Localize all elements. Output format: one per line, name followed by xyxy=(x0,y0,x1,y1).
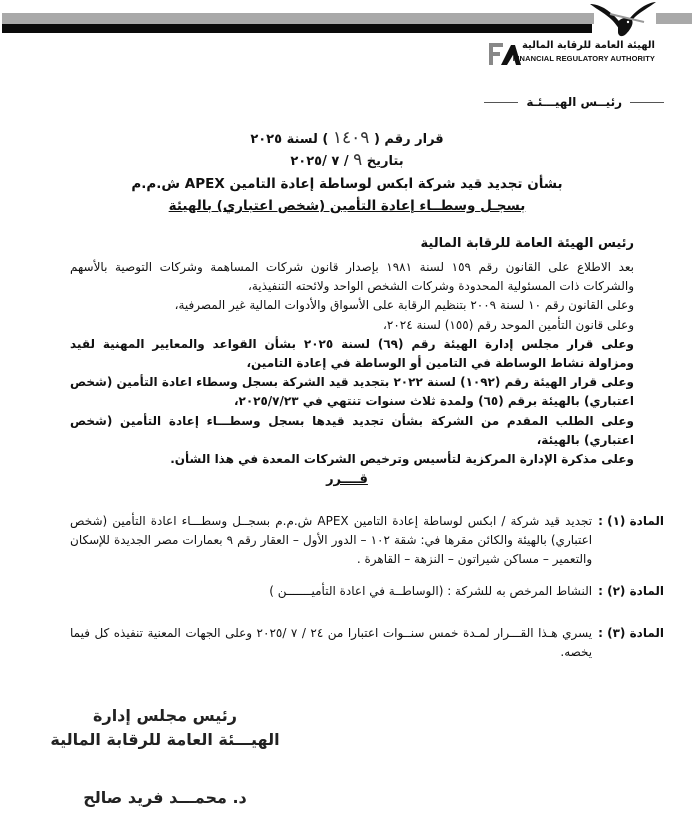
preamble-paragraph: وعلى قانون التأمين الموحد رقم (١٥٥) لسنة ٢٠٢٤، xyxy=(383,317,634,332)
divider xyxy=(630,102,664,103)
decree-heading: قــــرر xyxy=(326,472,368,487)
decision-number-label: قرار رقم ( xyxy=(369,132,444,147)
preamble-paragraph: وعلى قرار الهيئة رقم (١٠٩٢) لسنة ٢٠٢٢ بتجديد قيد الشركة بسجل وسطاء اعادة التأمين (شخص اعتباري) بالهيئة برقم (٦٥) ولمدة ثلاث سنوات تنتهي في ٢٠٢٥/٧/٢٣، xyxy=(70,375,635,409)
letterhead-gray-bar xyxy=(2,13,594,24)
article-text: تجديد قيد شركة / ابكس لوساطة إعادة التامين APEX ش.م.م بسجــل وسطـــاء اعادة التأمين (شخص اعتباري) بالهيئة والكائن مقرها في: شقة ١٠٢ – الدور الأول – العقار رقم ٩ بعمارات مصر الجديدة للإسكان والتعمير – مساكن شيراتون – النزهة – القاهرة . xyxy=(70,514,593,566)
signatory-title-line1: رئيس مجلس إدارة xyxy=(93,706,237,725)
preamble-paragraph: وعلى القانون رقم ١٠ لسنة ٢٠٠٩ بتنظيم الرقابة على الأسواق والأدوات المالية غير المصرفية، xyxy=(174,298,634,313)
preamble-paragraph: وعلى الطلب المقدم من الشركة بشأن تجديد قيدها بسجل وسطـــاء إعادة التأمين (شخص اعتباري) بالهيئة، xyxy=(70,413,634,447)
decision-subject-line2: بسجـل وسطــاء إعادة التأمين (شخص اعتباري) بالهيئة xyxy=(168,198,526,214)
preamble xyxy=(70,258,634,469)
article-text: يسري هـذا القـــرار لمـدة خمس سنــوات اعتبارا من ٢٤ / ٧ /٢٠٢٥ وعلى الجهات المعنية تنفيذه كل فيما يخصه. xyxy=(70,626,593,659)
article-2 xyxy=(70,582,664,601)
authority-name-en: FINANCIAL REGULATORY AUTHORITY xyxy=(512,54,655,63)
decision-number-handwritten: ١٤٠٩ xyxy=(332,128,370,148)
decision-month-year: / ٧ /٢٠٢٥ xyxy=(290,154,354,169)
decision-number xyxy=(0,128,694,148)
decision-date-label: بتاريخ xyxy=(362,154,404,169)
decision-year: ) لسنة ٢٠٢٥ xyxy=(250,132,333,147)
article-label: المادة (٣) : xyxy=(598,626,664,640)
eagle-emblem-icon xyxy=(588,0,658,40)
article-1 xyxy=(70,512,664,569)
office-title-text: رئيــس الهيـــئـة xyxy=(526,95,622,109)
preamble-paragraph: وعلى قرار مجلس إدارة الهيئة رقم (٦٩) لسنة ٢٠٢٥ بشأن القواعد والمعايير المهنية لقيد ومزاولة نشاط الوساطة في التامين أو الوساطة في إعادة التامين، xyxy=(70,336,635,371)
letterhead-gray-bar-right xyxy=(656,13,692,24)
article-text: النشاط المرخص به للشركة : (الوساطــة في اعادة التأميـــــــن ) xyxy=(269,584,593,598)
decision-subject-line1: بشأن تجديد قيد شركة ابكس لوساطة إعادة التامين APEX ش.م.م xyxy=(131,176,563,192)
signatory-name: د. محمـــد فريد صالح xyxy=(83,788,247,807)
decision-day-handwritten: ٩ xyxy=(353,150,363,170)
office-title xyxy=(464,92,664,112)
letterhead-black-bar xyxy=(2,24,592,33)
authority-logo xyxy=(489,40,659,70)
signatory-title-line2: الهيـــئة العامة للرقابة المالية xyxy=(50,730,280,749)
article-label: المادة (٢) : xyxy=(598,584,664,598)
article-label: المادة (١) : xyxy=(598,514,664,528)
body-heading: رئيس الهيئة العامة للرقابة المالية xyxy=(420,236,634,251)
preamble-paragraph: وعلى مذكرة الإدارة المركزية لتأسيس وترخيص الشركات المعدة في هذا الشأن. xyxy=(170,452,634,467)
divider xyxy=(484,102,518,103)
article-3 xyxy=(70,624,664,662)
authority-name-ar: الهيئة العامة للرقابة المالية xyxy=(521,40,655,51)
preamble-paragraph: بعد الاطلاع على القانون رقم ١٥٩ لسنة ١٩٨١ بإصدار قانون شركات المساهمة وشركات التوصية بالأسهم والشركات ذات المسئولية المحدودة وشركات الشخص الواحد ولائحته التنفيذية، xyxy=(70,260,635,294)
decision-date xyxy=(0,150,694,170)
